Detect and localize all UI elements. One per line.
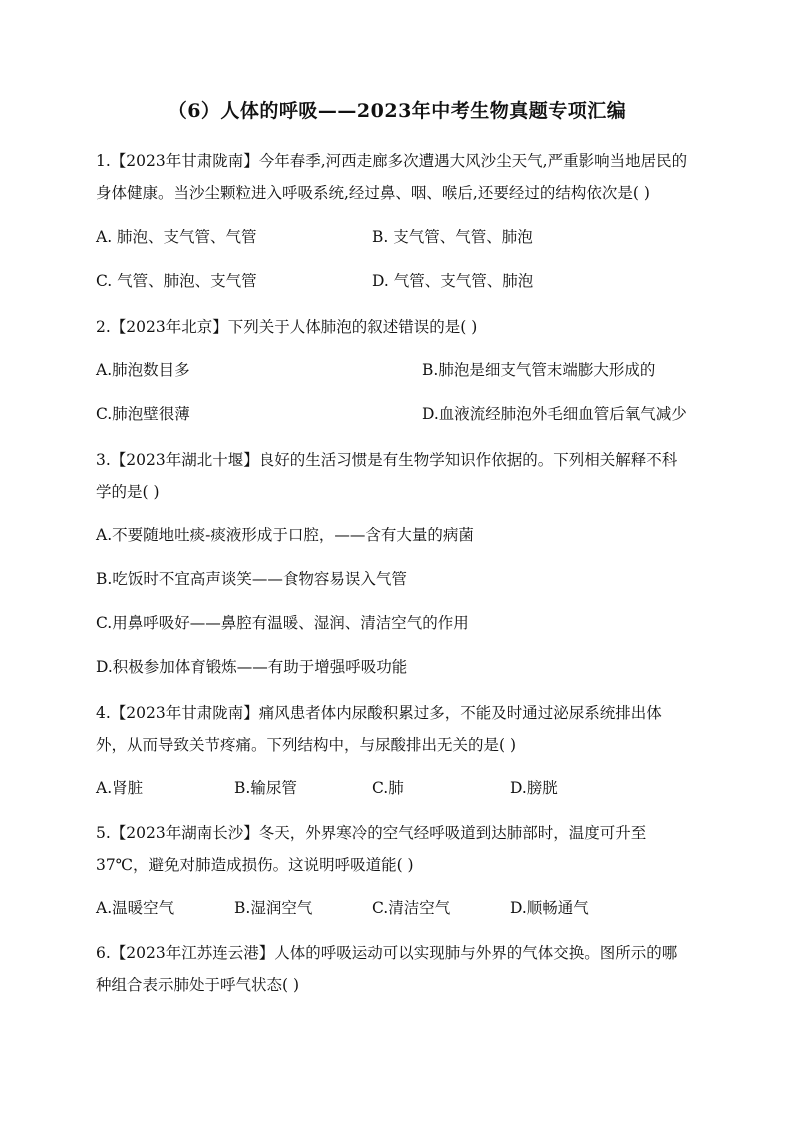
question-2: [96, 311, 700, 343]
options-row: [96, 358, 706, 382]
option-d: D. 气管、支气管、肺泡: [372, 272, 534, 290]
option-c: C.肺: [372, 779, 404, 797]
options-row: [96, 896, 706, 920]
options-row: [96, 225, 706, 249]
option-a: A.肺泡数目多: [96, 361, 190, 379]
question-3: [96, 444, 700, 508]
question-stem: 身体健康。当沙尘颗粒进入呼吸系统,经过鼻、咽、喉后,还要经过的结构依次是( ): [96, 184, 650, 202]
question-stem: 6.【2023年江苏连云港】人体的呼吸运动可以实现肺与外界的气体交换。图所示的哪: [96, 944, 678, 962]
question-5: [96, 817, 700, 881]
option-a: A.肾脏: [96, 779, 144, 797]
option-b: B.肺泡是细支气管末端膨大形成的: [422, 361, 656, 379]
question-stem: 外，从而导致关节疼痛。下列结构中，与尿酸排出无关的是( ): [96, 736, 517, 754]
option-b: B.吃饭时不宜高声谈笑——食物容易误入气管: [96, 570, 407, 588]
question-6: [96, 937, 700, 1001]
option-a: A. 肺泡、支气管、气管: [96, 228, 257, 246]
option-c: C.用鼻呼吸好——鼻腔有温暖、湿润、清洁空气的作用: [96, 614, 469, 632]
question-stem: 2.【2023年北京】下列关于人体肺泡的叙述错误的是( ): [96, 318, 478, 336]
option-b: B.输尿管: [234, 779, 297, 797]
option-c: C.清洁空气: [372, 899, 451, 917]
option-d: D.血液流经肺泡外毛细血管后氧气减少: [422, 405, 687, 423]
question-stem: 3.【2023年湖北十堰】良好的生活习惯是有生物学知识作依据的。下列相关解释不科: [96, 451, 678, 469]
option-b: B. 支气管、气管、肺泡: [372, 228, 533, 246]
option-c: C.肺泡壁很薄: [96, 405, 190, 423]
question-stem: 5.【2023年湖南长沙】冬天，外界寒冷的空气经呼吸道到达肺部时，温度可升至: [96, 824, 647, 842]
options-row: [96, 776, 706, 800]
option-d: D.膀胱: [510, 779, 558, 797]
option-d: D.顺畅通气: [510, 899, 589, 917]
options-row: [96, 269, 706, 293]
page-title: （6）人体的呼吸——2023年中考生物真题专项汇编: [167, 100, 627, 122]
options-row: [96, 402, 706, 426]
question-stem: 学的是( ): [96, 483, 160, 501]
option-d: D.积极参加体育锻炼——有助于增强呼吸功能: [96, 658, 408, 676]
option-a: A.不要随地吐痰-痰液形成于口腔，——含有大量的病菌: [96, 526, 474, 544]
question-stem: 37℃，避免对肺造成损伤。这说明呼吸道能( ): [96, 856, 414, 874]
question-stem: 1.【2023年甘肃陇南】今年春季,河西走廊多次遭遇大风沙尘天气,严重影响当地居民的: [96, 152, 688, 170]
option-c: C. 气管、肺泡、支气管: [96, 272, 257, 290]
question-1: [96, 145, 700, 209]
option-a: A.温暖空气: [96, 899, 175, 917]
question-4: [96, 697, 700, 761]
question-stem: 种组合表示肺处于呼气状态( ): [96, 976, 300, 994]
question-stem: 4.【2023年甘肃陇南】痛风患者体内尿酸积累过多，不能及时通过泌尿系统排出体: [96, 704, 662, 722]
option-b: B.湿润空气: [234, 899, 313, 917]
